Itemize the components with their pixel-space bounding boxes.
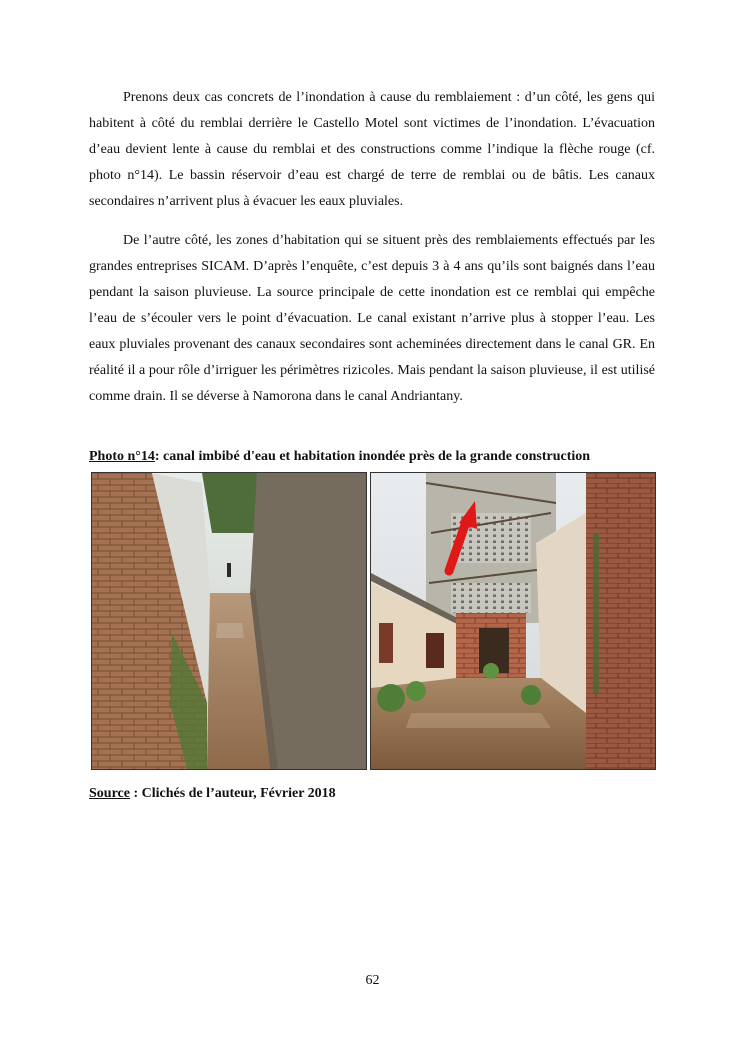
photo-source-label: Source bbox=[89, 786, 130, 801]
photo-flooded-canal bbox=[91, 472, 367, 770]
photo-flooded-housing-illustration bbox=[371, 473, 655, 769]
photo-caption-text: : canal imbibé d'eau et habitation inondée près de la grande construction bbox=[154, 449, 591, 464]
photo-source bbox=[89, 786, 336, 802]
photo-flooded-canal-illustration bbox=[92, 473, 366, 769]
paragraph-2: De l’autre côté, les zones d’habitation qui se situent près des remblaiements effectués par les grandes entreprises SICAM. D’après l’enquête, c’est depuis 3 à 4 ans qu’ils sont baignés dans l’eau pendant la saison pluvieuse. La source principale de cette inondation est ce remblai qui empêche l’eau de s’écouler vers le point d’évacuation. Le canal existant n’arrive plus à stopper l’eau. Les eaux pluviales provenant des canaux secondaires sont acheminées directement dans le canal GR. En réalité il a pour rôle d’irriguer les périmètres rizicoles. Mais pendant la saison pluvieuse, il est utilisé comme drain. Il se déverse à Namorona dans le canal Andriantany. bbox=[89, 233, 655, 404]
photo-caption-label: Photo n°14 bbox=[89, 449, 155, 464]
paragraph-1: Prenons deux cas concrets de l’inondation à cause du remblaiement : d’un côté, les gens qui habitent à côté du remblai derrière le Castello Motel sont victimes de l’inondation. L’évacuation d’eau devient lente à cause du remblai et des constructions comme l’indique la flèche rouge (cf. photo n°14). Le bassin réservoir d’eau est chargé de terre de remblai ou de bâtis. Les canaux secondaires n’arrivent plus à évacuer les eaux pluviales. bbox=[89, 90, 655, 209]
photo-flooded-housing bbox=[370, 472, 656, 770]
photo-source-text: : Clichés de l’auteur, Février 2018 bbox=[129, 786, 336, 801]
photo-caption bbox=[89, 449, 669, 465]
page-number: 62 bbox=[365, 973, 380, 988]
